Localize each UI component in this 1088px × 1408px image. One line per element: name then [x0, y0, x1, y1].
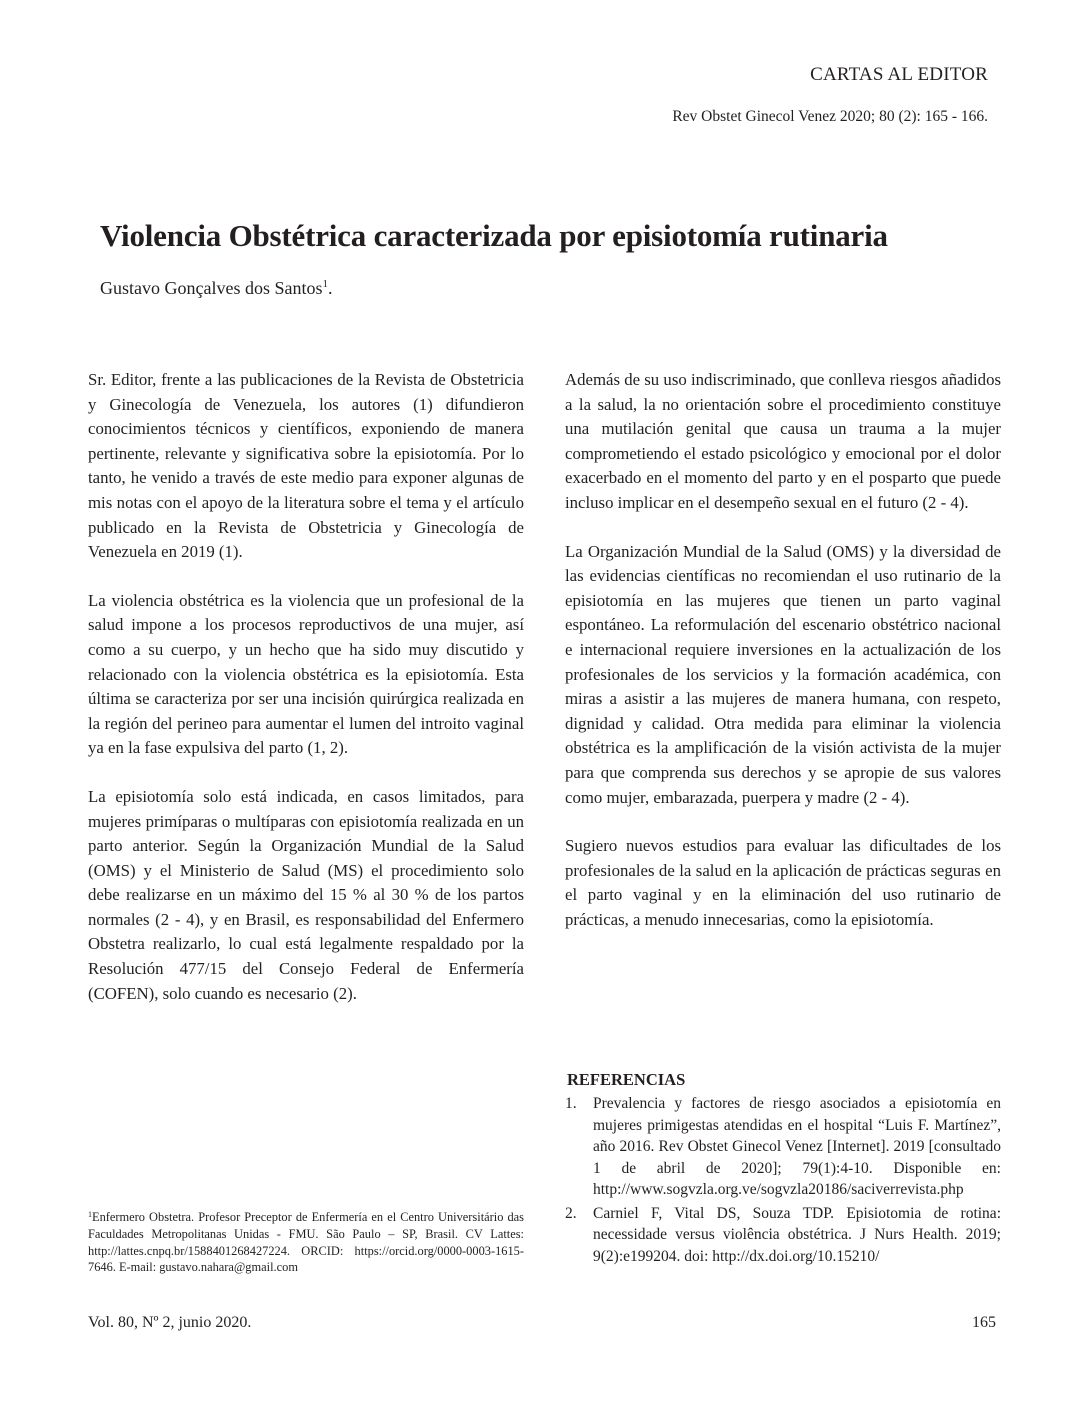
footer-page-number: 165	[972, 1314, 996, 1331]
section-label: CARTAS AL EDITOR	[810, 64, 988, 85]
article-title: Violencia Obstétrica caracterizada por episiotomía rutinaria	[100, 218, 888, 253]
author-affiliation-marker: 1	[322, 278, 328, 290]
body-paragraph: Sr. Editor, frente a las publicaciones de la Revista de Obstetricia y Ginecología de Venezuela, los autores (1) difundieron conocimientos técnicos y científicos, exponiendo de manera pertinente, relevante y significativa sobre la episiotomía. Por lo tanto, he venido a través de este medio para exponer algunas de mis notas con el apoyo de la literatura sobre el tema y el artículo publicado en la Revista de Obstetricia y Ginecología de Venezuela en 2019 (1).	[88, 370, 524, 562]
body-column-left	[88, 368, 524, 1030]
references-heading: REFERENCIAS	[567, 1070, 686, 1089]
body-paragraph: La Organización Mundial de la Salud (OMS) y la diversidad de las evidencias científicas no recomiendan el uso rutinario de la episiotomía en las mujeres que tienen un parto vaginal espontáneo. La reformulación del escenario obstétrico nacional e internacional requiere inversiones en la actualización de los profesionales de los servicios y la formación académica, con miras a asistir a las mujeres de manera humana, con respeto, dignidad y calidad. Otra medida para eliminar la violencia obstétrica es la amplificación de la visión activista de la mujer para que comprenda sus derechos y se apropie de sus valores como mujer, embarazada, puerpera y madre (2 - 4).	[565, 541, 1001, 807]
reference-text: Prevalencia y factores de riesgo asociados a episiotomía en mujeres primigestas atendidas en el hospital “Luis F. Martínez”, año 2016. Rev Obstet Ginecol Venez [Internet]. 2019 [consultado 1 de abril de 2020]; 79(1):4-10. Disponible en: http://www.sogvzla.org.ve/sogvzla20186/saciverrevista.php	[593, 1095, 1001, 1198]
footer-volume: Vol. 80, Nº 2, junio 2020.	[88, 1314, 252, 1331]
body-column-right	[565, 368, 1001, 956]
body-paragraph: Además de su uso indiscriminado, que conlleva riesgos añadidos a la salud, la no orientación sobre el procedimiento constituye una mutilación genital que causa un trauma a la mujer comprometiendo el estado psicológico y emocional por el dolor exacerbado en el momento del parto y en el posparto que puede incluso implicar en el desempeño sexual en el futuro (2 - 4).	[565, 370, 1001, 512]
body-paragraph: Sugiero nuevos estudios para evaluar las dificultades de los profesionales de la salud en la aplicación de prácticas seguras en el parto vaginal y en la eliminación del uso rutinario de prácticas, a menudo innecesarias, como la episiotomía.	[565, 836, 1001, 929]
body-paragraph: La violencia obstétrica es la violencia que un profesional de la salud impone a los procesos reproductivos de una mujer, así como a su cuerpo, y un hecho que ha sido muy discutido y relacionado con la violencia obstétrica es la episiotomía. Esta última se caracteriza por ser una incisión quirúrgica realizada en la región del perineo para aumentar el lumen del introito vaginal ya en la fase expulsiva del parto (1, 2).	[88, 590, 524, 758]
reference-number: 1.	[565, 1095, 577, 1112]
footnote-marker: 1	[88, 1210, 92, 1219]
author-name: Gustavo Gonçalves dos Santos	[100, 278, 323, 298]
journal-citation: Rev Obstet Ginecol Venez 2020; 80 (2): 165 - 166.	[672, 108, 988, 125]
author-footnote	[88, 1207, 524, 1276]
reference-number: 2.	[565, 1204, 577, 1222]
reference-item	[565, 1203, 1001, 1268]
author-line	[100, 278, 332, 299]
references-list	[565, 1093, 1001, 1269]
author-terminator: .	[327, 278, 333, 298]
footnote-text: Enfermero Obstetra. Profesor Preceptor de Enfermería en el Centro Universitário das Faculdades Metropolitanas Unidas - FMU. São Paulo – SP, Brasil. CV Lattes: http://lattes.cnpq.br/1588401268427224. ORCID: https://orcid.org/0000-0003-1615-7646. E-mail: gustavo.nahara@gmail.com	[88, 1210, 524, 1275]
reference-text: Carniel F, Vital DS, Souza TDP. Episiotomia de rotina: necessidade versus violência obstétrica. J Nurs Health. 2019; 9(2):e199204. doi: http://dx.doi.org/10.15210/	[593, 1204, 1001, 1265]
body-paragraph: La episiotomía solo está indicada, en casos limitados, para mujeres primíparas o multíparas con episiotomía realizada en un parto anterior. Según la Organización Mundial de la Salud (OMS) y el Ministerio de Salud (MS) el procedimiento solo debe realizarse en un máximo del 15 % al 30 % de los partos normales (2 - 4), y en Brasil, es responsabilidad del Enfermero Obstetra realizarlo, lo cual está legalmente respaldado por la Resolución 477/15 del Consejo Federal de Enfermería (COFEN), solo cuando es necesario (2).	[88, 786, 524, 1003]
reference-item	[565, 1093, 1001, 1201]
